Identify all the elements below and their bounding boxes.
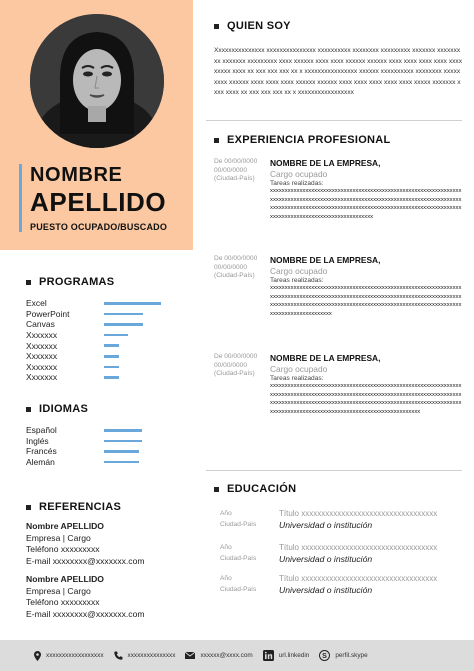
skill-name: Canvas (26, 319, 55, 330)
about-text: Xxxxxxxxxxxxxxx xxxxxxxxxxxxxxx xxxxxxxxxx xxxxxxxx xxxxxxxxx xxxxxxx xxxxxxxxx xxxxxxx xxxxxxxxx xxxx xxxxxx xxxx xxxx xxxxxx xxxxxx xxxx xxxx xxxx xxxx xxxx xxxxx xxxx xx xxx xxx xxx xx x xxxxxxxxxxxxxxxx xxxxxx xxxxxxxxxx xxxxxxxx xxxxxxxxx xxxxxx xxxx xxxx xxxx xxxxxx xxxxxx xxxx xxxx xxxx xxxx xxxx xxxxx xxxxxxx xxxx xxxx xx xxx xxx xxx xx x xxxxxxxxxxxxxxxxx (214, 47, 463, 96)
skill-level-bar (104, 450, 139, 453)
company-name: NOMBRE DE LA EMPRESA, (270, 158, 381, 168)
languages-heading (26, 403, 142, 415)
profile-photo (30, 14, 164, 148)
experience-heading (214, 134, 462, 146)
skill-row (26, 298, 161, 309)
square-bullet-icon (26, 280, 31, 285)
name-block (19, 164, 167, 232)
about-section (214, 20, 462, 99)
reference-email: E-mail xxxxxxxx@xxxxxxx.com (26, 608, 145, 619)
company-name: NOMBRE DE LA EMPRESA, (270, 353, 381, 363)
education-heading (214, 483, 462, 495)
footer-address (34, 651, 104, 661)
programs-section (26, 276, 161, 383)
reference-role: Empresa | Cargo (26, 532, 91, 543)
skill-name: Español (26, 425, 57, 436)
reference-item (26, 521, 145, 567)
skill-row (26, 425, 142, 436)
email-text[interactable]: xxxxxx@xxxx.com (200, 652, 253, 659)
experience-body (270, 255, 462, 319)
linkedin-text[interactable]: url.linkedin (278, 652, 310, 659)
education-year: Año (220, 510, 232, 517)
skill-row (26, 446, 142, 457)
skill-name: Excel (26, 298, 47, 309)
skill-name: Xxxxxxx (26, 340, 58, 351)
address-text: xxxxxxxxxxxxxxxxxx (46, 652, 104, 659)
last-name: APELLIDO (30, 187, 167, 217)
skill-name: Alemán (26, 457, 55, 468)
degree-title: Título xxxxxxxxxxxxxxxxxxxxxxxxxxxxxxxxxx (279, 543, 438, 552)
institution-name: Universidad o institución (279, 553, 373, 564)
tasks-text: xxxxxxxxxxxxxxxxxxxxxxxxxxxxxxxxxxxxxxxxxxxxxxxxxxxxxxxxxxxxxxxxxxxxxxxxxxxxxxxxxxxxxxxxxxxxxxxxxxxxxxxxxxxxxxxxxxxxxxxxxxxxxxxxxxxxxxxxxxxxxxxxxxxxxxxxxxxxxxxxxxxxxxxxxxxxxxxxxxxxxxxxxxxxxxxxxxxxxxxxxxxxxxxxxxxxxxxxxxxxxxxxxxxxxx (270, 188, 462, 221)
experience-location: (Ciudad-País) (214, 272, 255, 279)
about-heading (214, 20, 462, 32)
skill-row (26, 340, 161, 351)
footer-phone (114, 651, 176, 660)
phone-icon (114, 651, 123, 660)
education-location: Ciudad-País (220, 554, 257, 562)
section-divider (206, 120, 462, 121)
experience-date-range: De 00/00/0000 00/00/0000 (214, 255, 258, 271)
company-name: NOMBRE DE LA EMPRESA, (270, 255, 381, 265)
education-section (214, 483, 462, 613)
education-location: Ciudad-País (220, 585, 257, 593)
contact-footer (0, 640, 474, 671)
position-title: Cargo ocupado (270, 364, 328, 374)
education-meta (220, 509, 256, 530)
skill-level-bar (104, 334, 128, 337)
programs-heading-label: PROGRAMAS (39, 276, 115, 288)
experience-body (270, 158, 462, 222)
skill-name: Xxxxxxx (26, 361, 58, 372)
tasks-text: xxxxxxxxxxxxxxxxxxxxxxxxxxxxxxxxxxxxxxxxxxxxxxxxxxxxxxxxxxxxxxxxxxxxxxxxxxxxxxxxxxxxxxxxxxxxxxxxxxxxxxxxxxxxxxxxxxxxxxxxxxxxxxxxxxxxxxxxxxxxxxxxxxxxxxxxxxxxxxxxxxxxxxxxxxxxxxxxxxxxxxxxxxxxxxxxxxxxxxxxxxxxxxxxxxxxxxxxxxxxxxxxxxxxxxxxxxxxxxxxxxxxxx (270, 383, 462, 416)
tasks-label: Tareas realizadas: (270, 375, 324, 382)
square-bullet-icon (214, 138, 219, 143)
square-bullet-icon (26, 407, 31, 412)
skill-row (26, 309, 161, 320)
skill-level-bar (104, 376, 119, 379)
experience-location: (Ciudad-País) (214, 370, 255, 377)
skill-level-bar (104, 313, 143, 316)
section-divider (206, 470, 462, 471)
skill-row (26, 330, 161, 341)
skill-level-bar (104, 440, 142, 443)
skill-name: Francés (26, 446, 57, 457)
experience-dates (214, 353, 268, 379)
linkedin-icon (263, 650, 274, 661)
experience-section (214, 134, 462, 479)
square-bullet-icon (26, 505, 31, 510)
degree-title: Título xxxxxxxxxxxxxxxxxxxxxxxxxxxxxxxxxx (279, 509, 438, 518)
reference-name: Nombre APELLIDO (26, 574, 104, 584)
job-title: PUESTO OCUPADO/BUSCADO (30, 222, 168, 232)
svg-text:S: S (322, 653, 328, 660)
experience-date-range: De 00/00/0000 00/00/0000 (214, 353, 258, 369)
programs-heading (26, 276, 161, 288)
phone-text: xxxxxxxxxxxxxxx (127, 652, 176, 659)
skill-name: Xxxxxxx (26, 372, 58, 383)
square-bullet-icon (214, 24, 219, 29)
experience-dates (214, 158, 268, 184)
experience-dates (214, 255, 268, 281)
skill-row (26, 372, 161, 383)
institution-name: Universidad o institución (279, 519, 373, 530)
languages-heading-label: IDIOMAS (39, 403, 89, 415)
reference-item (26, 574, 145, 620)
experience-body (270, 353, 462, 417)
education-year: Año (220, 575, 232, 582)
education-year: Año (220, 544, 232, 551)
skill-row (26, 351, 161, 362)
education-body (279, 509, 462, 531)
reference-email: E-mail xxxxxxxx@xxxxxxx.com (26, 555, 145, 566)
institution-name: Universidad o institución (279, 584, 373, 595)
location-pin-icon (34, 651, 41, 661)
tasks-text: xxxxxxxxxxxxxxxxxxxxxxxxxxxxxxxxxxxxxxxxxxxxxxxxxxxxxxxxxxxxxxxxxxxxxxxxxxxxxxxxxxxxxxxxxxxxxxxxxxxxxxxxxxxxxxxxxxxxxxxxxxxxxxxxxxxxxxxxxxxxxxxxxxxxxxxxxxxxxxxxxxxxxxxxxxxxxxxxxxxxxxxxxxxxxxxxxxxxxxxxxxxxxxxxxxxxxxxx (270, 285, 462, 318)
position-title: Cargo ocupado (270, 169, 328, 179)
skill-level-bar (104, 366, 119, 369)
reference-phone: Teléfono xxxxxxxxx (26, 544, 100, 554)
about-heading-label: QUIEN SOY (227, 20, 291, 32)
footer-email[interactable] (185, 652, 252, 659)
skill-level-bar (104, 344, 119, 347)
position-title: Cargo ocupado (270, 266, 328, 276)
education-meta (220, 543, 256, 564)
references-heading-label: REFERENCIAS (39, 501, 122, 513)
footer-linkedin[interactable] (263, 650, 310, 661)
skill-name: Inglés (26, 435, 49, 446)
skill-level-bar (104, 302, 161, 305)
skype-icon (319, 650, 330, 661)
portrait-image (30, 14, 164, 148)
skill-level-bar (104, 323, 143, 326)
first-name: NOMBRE (30, 164, 123, 186)
skill-row (26, 319, 161, 330)
education-meta (220, 574, 256, 595)
skill-row (26, 436, 142, 447)
skill-row (26, 457, 142, 468)
references-section (26, 501, 145, 620)
experience-date-range: De 00/00/0000 00/00/0000 (214, 158, 258, 174)
languages-section (26, 403, 142, 467)
profile-panel (0, 0, 193, 250)
skill-level-bar (104, 461, 139, 464)
reference-phone: Teléfono xxxxxxxxx (26, 597, 100, 607)
email-icon (185, 652, 195, 659)
reference-name: Nombre APELLIDO (26, 521, 104, 531)
tasks-label: Tareas realizadas: (270, 277, 324, 284)
tasks-label: Tareas realizadas: (270, 180, 324, 187)
skill-level-bar (104, 355, 119, 358)
skill-name: Xxxxxxx (26, 330, 58, 341)
references-heading (26, 501, 145, 513)
reference-role: Empresa | Cargo (26, 585, 91, 596)
languages-list (26, 425, 142, 467)
education-body (279, 543, 462, 565)
experience-location: (Ciudad-País) (214, 175, 255, 182)
education-location: Ciudad-País (220, 520, 257, 528)
footer-skype[interactable] (319, 650, 367, 661)
education-body (279, 574, 462, 596)
skill-name: Xxxxxxx (26, 351, 58, 362)
degree-title: Título xxxxxxxxxxxxxxxxxxxxxxxxxxxxxxxxxx (279, 574, 438, 583)
skill-name: PowerPoint (26, 308, 70, 319)
experience-heading-label: EXPERIENCIA PROFESIONAL (227, 134, 391, 146)
programs-list (26, 298, 161, 383)
square-bullet-icon (214, 487, 219, 492)
skype-text[interactable]: perfil.skype (335, 652, 368, 659)
skill-row (26, 362, 161, 373)
education-heading-label: EDUCACIÓN (227, 483, 297, 495)
skill-level-bar (104, 429, 142, 432)
